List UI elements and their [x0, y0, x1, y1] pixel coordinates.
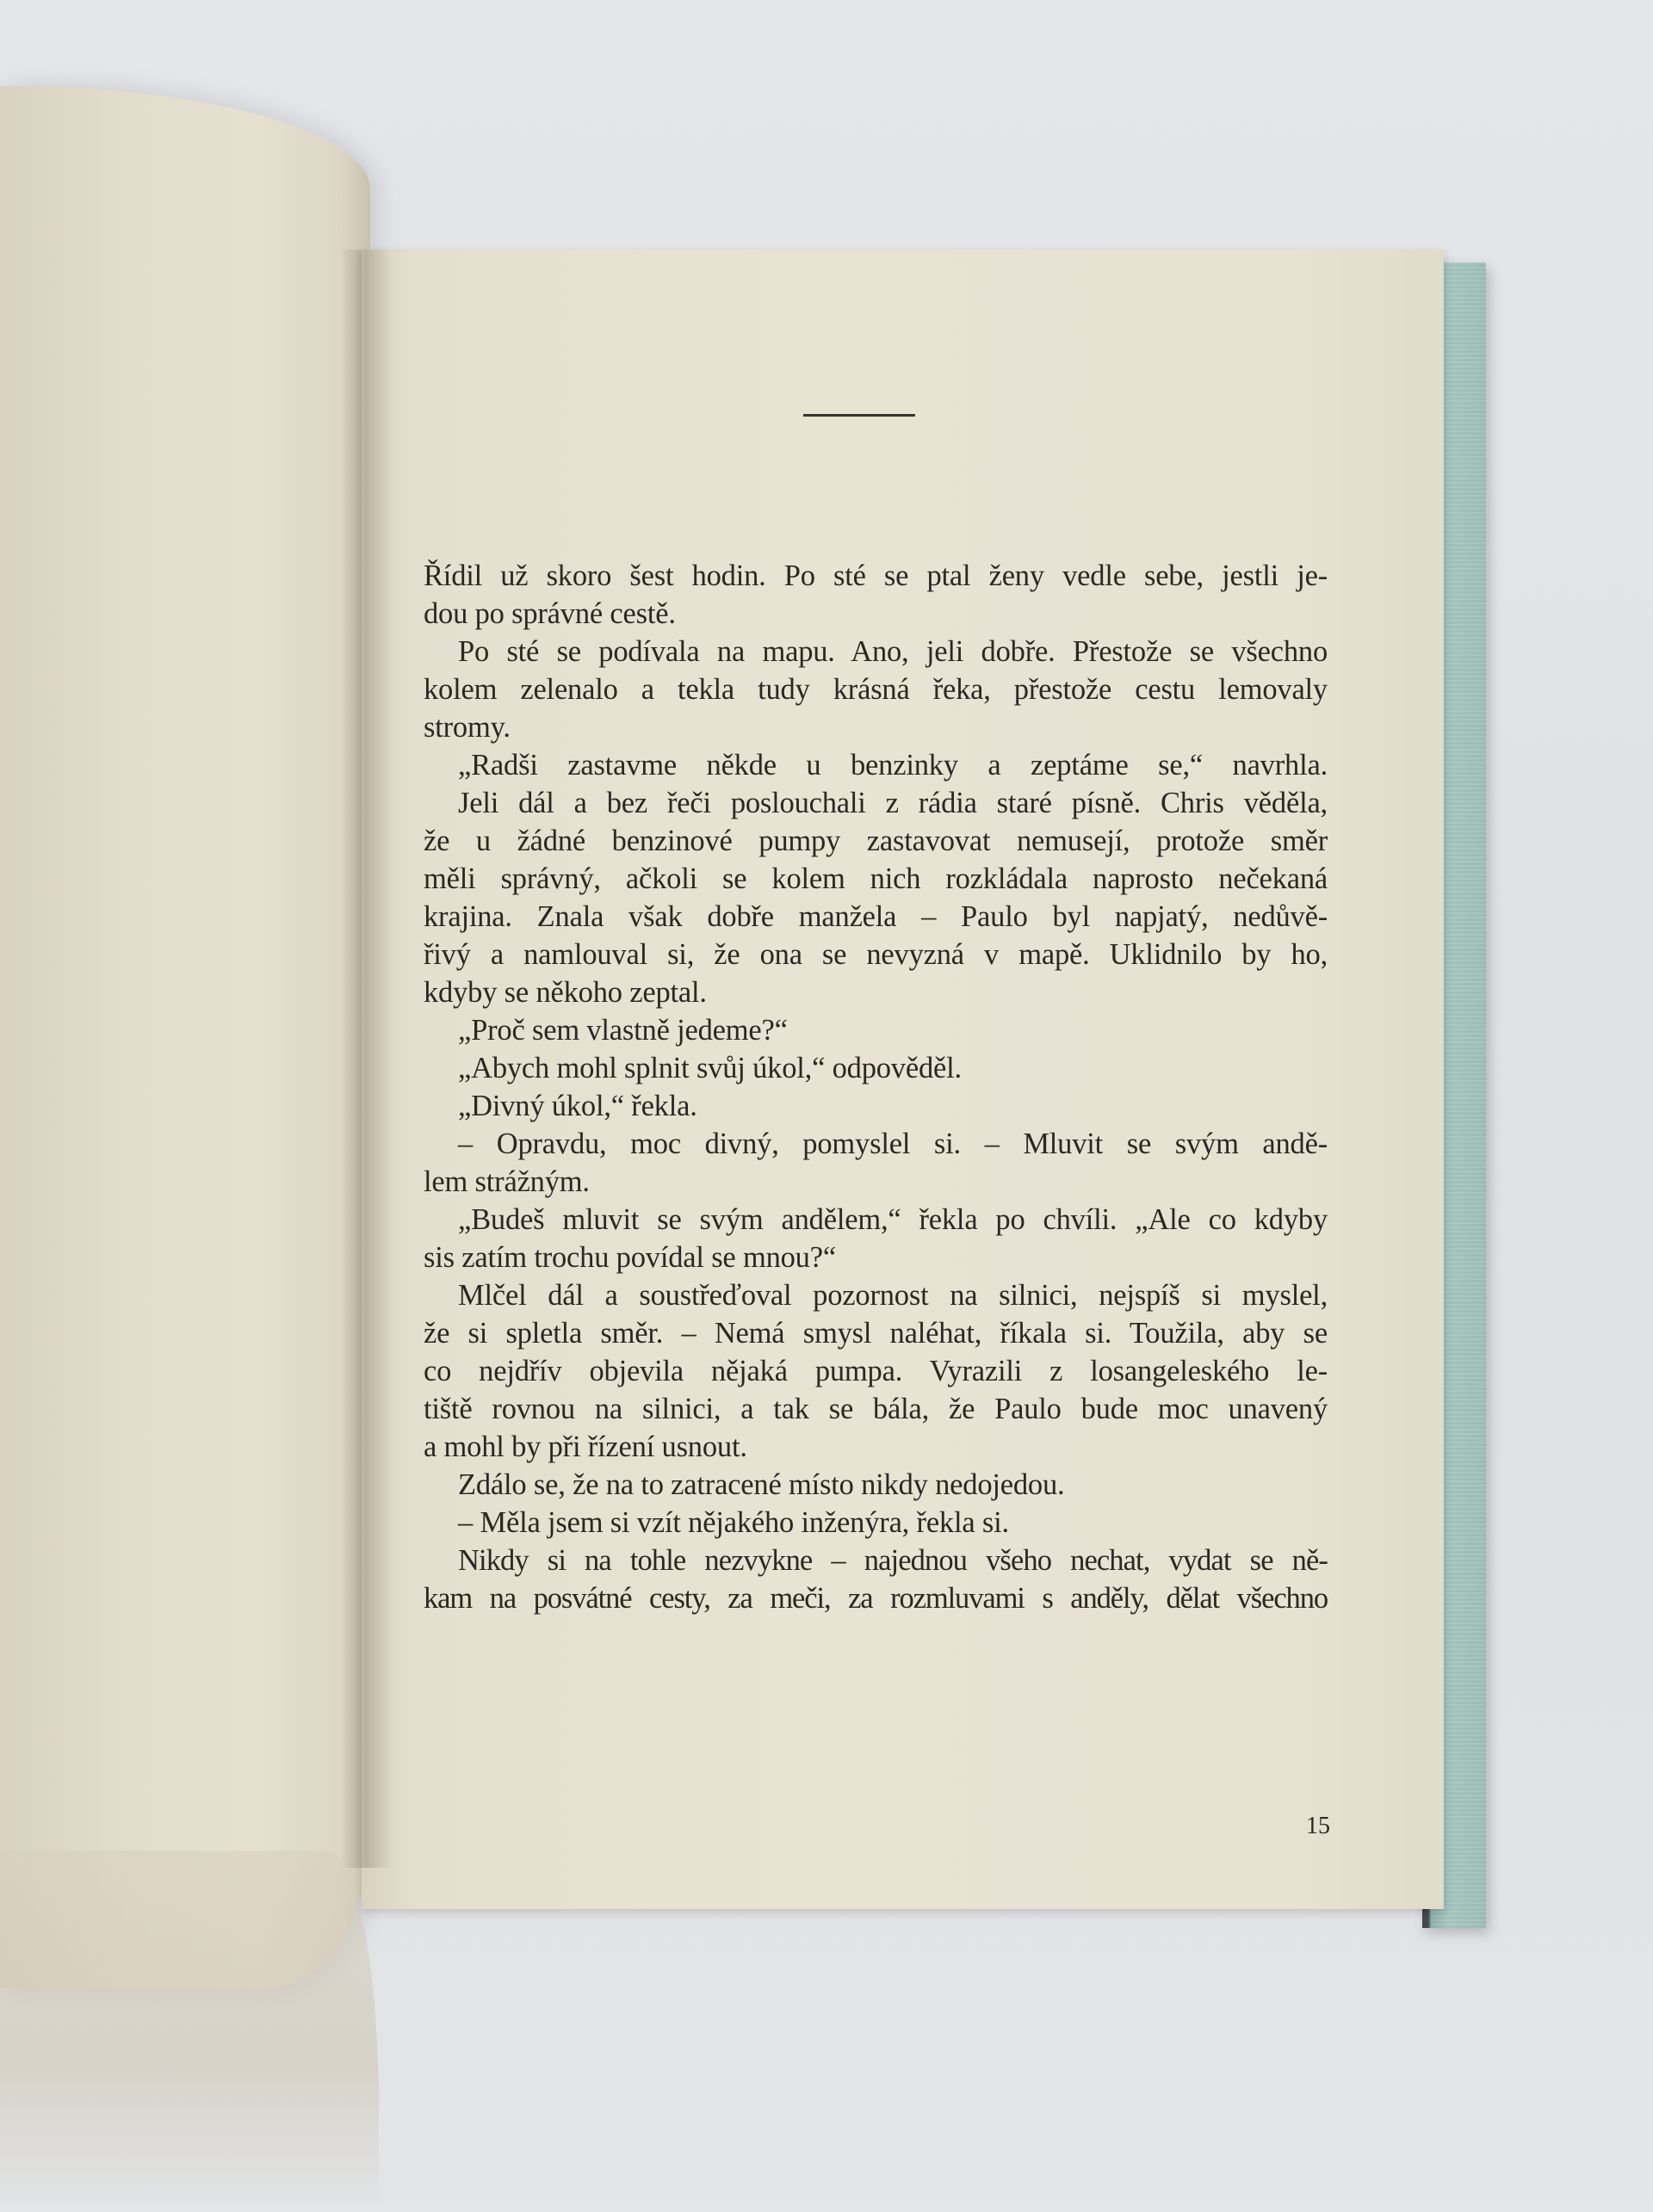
- text-line: „Divný úkol,“ řekla.: [458, 1090, 697, 1122]
- text-line: „Radši zastavme někde u benzinky a zeptáme se,“ navrhla.: [458, 749, 1328, 782]
- text-line: lem strážným.: [424, 1165, 590, 1198]
- text-line: stromy.: [424, 711, 511, 744]
- text-line: kam na posvátné cesty, za meči, za rozmluvami s anděly, dělat všechno: [424, 1582, 1328, 1615]
- text-line: – Měla jsem si vzít nějakého inženýra, řekla si.: [458, 1506, 1009, 1539]
- section-rule: [803, 414, 915, 417]
- text-line: „Proč sem vlastně jedeme?“: [458, 1014, 788, 1047]
- text-line: „Abych mohl splnit svůj úkol,“ odpověděl.: [458, 1052, 962, 1084]
- text-line: že si spletla směr. – Nemá smysl naléhat, říkala si. Toužila, aby se: [424, 1317, 1328, 1350]
- page-text: [424, 557, 1328, 1617]
- text-line: tiště rovnou na silnici, a tak se bála, že Paulo bude moc unavený: [424, 1393, 1328, 1425]
- text-line: a mohl by při řízení usnout.: [424, 1430, 747, 1463]
- right-page: [362, 250, 1444, 1909]
- text-line: kdyby se někoho zeptal.: [424, 976, 707, 1009]
- text-line: dou po správné cestě.: [424, 597, 676, 630]
- text-line: řivý a namlouval si, že ona se nevyzná v mapě. Uklidnilo by ho,: [424, 938, 1328, 971]
- text-line: Nikdy si na tohle nezvykne – najednou všeho nechat, vydat se ně-: [458, 1544, 1328, 1577]
- text-line: měli správný, ačkoli se kolem nich rozkládala naprosto nečekaná: [424, 862, 1328, 895]
- text-line: že u žádné benzinové pumpy zastavovat nemusejí, protože směr: [424, 825, 1328, 857]
- gutter-shadow: [340, 250, 392, 1868]
- text-line: „Budeš mluvit se svým andělem,“ řekla po chvíli. „Ale co kdyby: [458, 1203, 1328, 1236]
- text-line: Řídil už skoro šest hodin. Po sté se ptal ženy vedle sebe, jestli je-: [424, 559, 1328, 592]
- text-line: Po sté se podívala na mapu. Ano, jeli dobře. Přestože se všechno: [458, 635, 1328, 668]
- text-line: co nejdřív objevila nějaká pumpa. Vyrazili z losangeleského le-: [424, 1355, 1328, 1387]
- text-line: krajina. Znala však dobře manžela – Paulo byl napjatý, nedůvě-: [424, 900, 1328, 933]
- text-line: kolem zelenalo a tekla tudy krásná řeka, přestože cestu lemovaly: [424, 673, 1328, 706]
- text-line: Zdálo se, že na to zatracené místo nikdy nedojedou.: [458, 1468, 1065, 1501]
- text-line: – Opravdu, moc divný, pomyslel si. – Mluvit se svým andě-: [458, 1128, 1328, 1160]
- text-line: sis zatím trochu povídal se mnou?“: [424, 1241, 836, 1274]
- left-page: [0, 86, 370, 1988]
- page-number: 15: [1306, 1813, 1330, 1839]
- text-line: Jeli dál a bez řeči poslouchali z rádia staré písně. Chris věděla,: [458, 787, 1328, 819]
- left-page-curl: [0, 1851, 379, 2212]
- text-line: Mlčel dál a soustřeďoval pozornost na silnici, nejspíš si myslel,: [458, 1279, 1328, 1312]
